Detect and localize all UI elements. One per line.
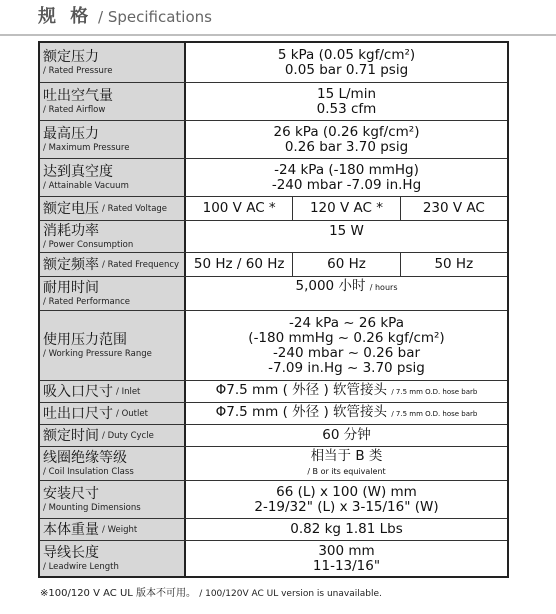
label-en: / Rated Voltage [102,203,168,214]
value-main: 5,000 小时 [295,278,366,294]
label-cn: 本体重量 [43,521,99,538]
label-cn: 导线长度 [43,545,99,561]
value-small: / 7.5 mm O.D. hose barb [391,410,478,418]
label-cn: 吸入口尺寸 [43,383,113,400]
spec-row-power-consumption [40,221,507,253]
spec-table [38,41,509,578]
spec-row-coil-insulation [40,447,507,481]
value-line: 5 kPa (0.05 kgf/cm²) [277,46,416,63]
label-en: / Outlet [116,408,148,419]
label-en: / Rated Frequency [102,259,180,270]
value-line: 300 mm [318,542,375,559]
label-en: / Rated Airflow [43,105,106,115]
label-cn: 额定时间 [43,427,99,444]
label-en: / Attainable Vacuum [43,181,129,191]
value-cell: 60 Hz [293,253,400,276]
value-small: / hours [369,283,398,292]
row-label [40,121,186,158]
row-label [40,159,186,196]
footnote-en: / 100/120V AC UL version is unavailable. [199,589,382,599]
label-en: / Maximum Pressure [43,143,130,153]
row-value [186,197,507,220]
label-cn: 最高压力 [43,126,99,142]
value-cell: 120 V AC * [293,197,400,220]
header-title-en: / Specifications [98,8,212,26]
row-label [40,311,186,380]
row-value [186,311,507,380]
value-line: 66 (L) x 100 (W) mm [276,483,417,500]
value-small: / B or its equivalent [307,466,386,476]
label-en: / Coil Insulation Class [43,467,134,477]
value-line: -7.09 in.Hg ~ 3.70 psig [268,359,425,376]
row-label [40,197,186,220]
row-label [40,221,186,252]
row-value [186,447,507,480]
value-line [296,279,398,295]
spec-row-working-pressure-range [40,311,507,381]
label-cn: 额定频率 [43,256,99,273]
row-label [40,277,186,310]
label-cn: 消耗功率 [43,223,99,239]
label-cn: 线圈绝缘等级 [43,450,127,466]
label-cn: 额定电压 [43,200,99,217]
value-small: / 7.5 mm O.D. hose barb [391,388,478,396]
row-value [186,83,507,120]
row-value [186,277,507,310]
footnote-cn: ※100/120 V AC UL 版本不可用。 [40,588,197,599]
spec-row-outlet [40,403,507,425]
label-en: / Inlet [116,386,141,397]
value-line: -24 kPa ~ 26 kPa [289,314,404,331]
spec-header [38,2,212,30]
spec-row-rated-pressure [40,43,507,83]
label-cn: 吐出口尺寸 [43,405,113,422]
value-line: 11-13/16" [312,557,381,574]
label-cn: 吐出空气量 [43,88,113,104]
row-value [186,481,507,518]
row-value [186,121,507,158]
value-cell: 230 V AC [422,200,485,216]
value-cell: 100 V AC * [186,197,293,220]
spec-row-maximum-pressure [40,121,507,159]
spec-row-rated-voltage [40,197,507,221]
value-line: -24 kPa (-180 mmHg) [274,161,419,178]
header-title-cn: 规 格 [38,6,93,27]
spec-row-rated-frequency [40,253,507,277]
label-en: / Leadwire Length [43,562,119,572]
label-en: / Power Consumption [43,240,134,250]
value-line [216,383,478,400]
value-line: 0.53 cfm [316,100,377,117]
header-divider [0,34,556,36]
spec-row-leadwire-length [40,541,507,578]
row-value [186,381,507,402]
row-label [40,519,186,540]
row-label [40,253,186,276]
label-cn: 耐用时间 [43,280,99,296]
row-label [40,43,186,82]
value-line: 0.82 kg 1.81 Lbs [290,521,403,537]
row-label [40,425,186,446]
row-value [186,425,507,446]
value-main: Φ7.5 mm ( 外径 ) 软管接头 [215,382,388,398]
value-line: -240 mbar ~ 0.26 bar [272,344,421,361]
row-value [186,43,507,82]
row-label [40,83,186,120]
label-en: / Rated Pressure [43,66,113,76]
footnote [40,584,382,599]
spec-row-rated-performance [40,277,507,311]
row-label [40,541,186,576]
value-main: 相当于 B 类 [310,447,383,464]
spec-row-inlet [40,381,507,403]
value-line: 0.05 bar 0.71 psig [284,61,409,78]
value-line: 60 分钟 [322,427,371,443]
row-value [186,541,507,576]
label-en: / Rated Performance [43,297,131,307]
value-main: Φ7.5 mm ( 外径 ) 软管接头 [215,404,388,420]
row-value [186,519,507,540]
label-en: / Duty Cycle [102,430,154,441]
value-line: (-180 mmHg ~ 0.26 kgf/cm²) [248,329,445,346]
row-label [40,447,186,480]
value-line: 15 L/min [317,85,376,102]
row-label [40,381,186,402]
row-label [40,481,186,518]
value-line: 26 kPa (0.26 kgf/cm²) [273,123,420,140]
value-line: -240 mbar -7.09 in.Hg [271,176,422,193]
value-line: 15 W [329,223,364,239]
label-cn: 达到真空度 [43,164,113,180]
row-value [186,159,507,196]
value-line [216,405,478,422]
label-cn: 安装尺寸 [43,486,99,502]
spec-row-mounting-dimensions [40,481,507,519]
spec-row-duty-cycle [40,425,507,447]
value-line: 2-19/32" (L) x 3-15/16" (W) [254,498,439,515]
value-cell: 50 Hz / 60 Hz [186,253,293,276]
row-value [186,403,507,424]
row-value [186,253,507,276]
label-en: / Working Pressure Range [43,349,152,359]
row-value [186,221,507,252]
label-cn: 额定压力 [43,49,99,65]
label-en: / Weight [102,524,138,535]
spec-row-rated-airflow [40,83,507,121]
spec-row-weight [40,519,507,541]
value-cell: 50 Hz [434,256,474,272]
spec-row-attainable-vacuum [40,159,507,197]
label-cn: 使用压力范围 [43,332,127,348]
row-label [40,403,186,424]
value-line: 0.26 bar 3.70 psig [284,138,409,155]
label-en: / Mounting Dimensions [43,503,141,513]
